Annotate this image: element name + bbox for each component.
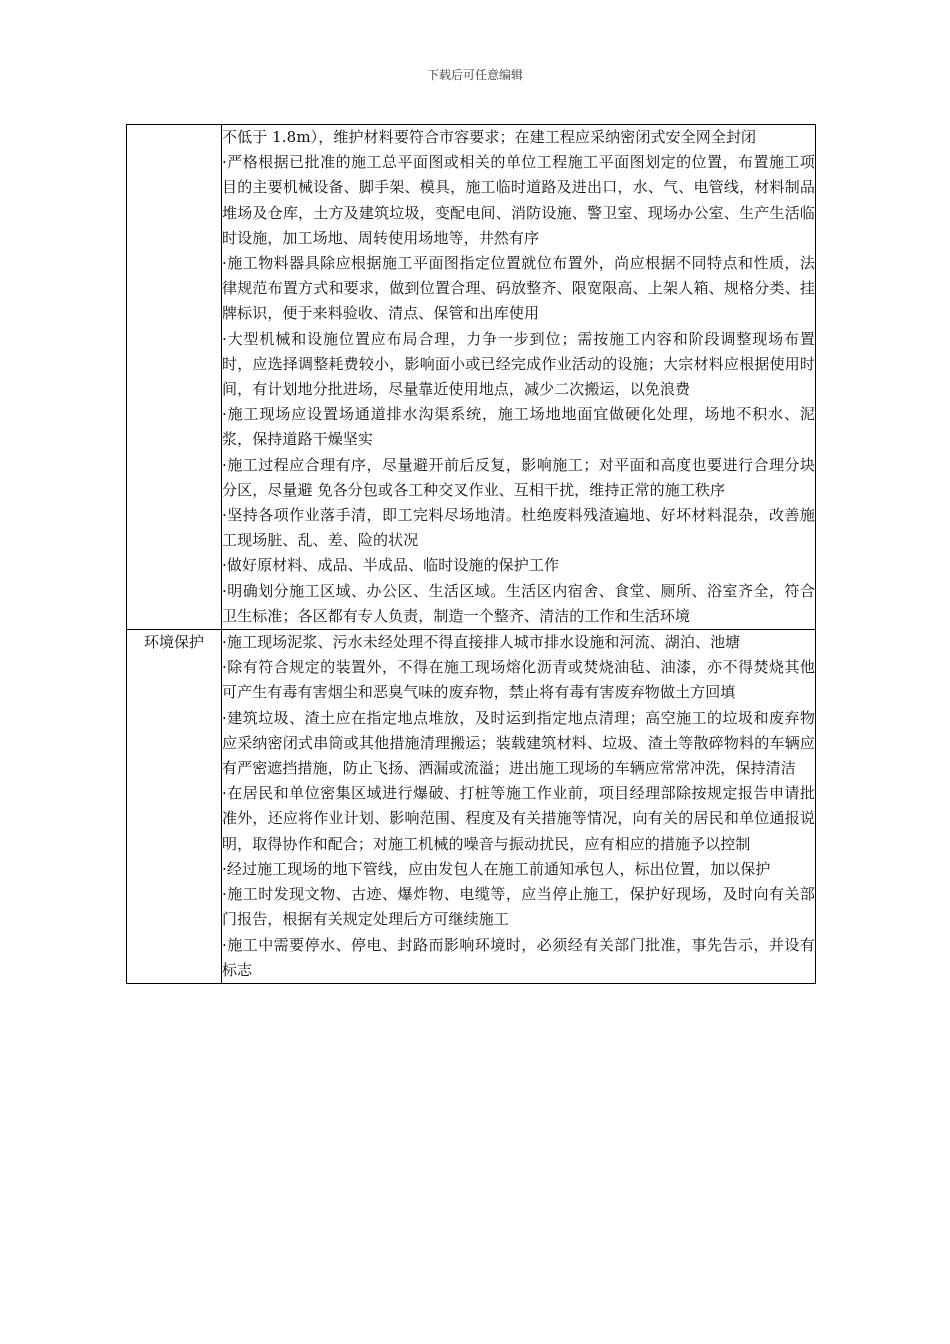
- list-item: ·施工过程应合理有序，尽量避开前后反复，影响施工；对平面和高度也要进行合理分块分区，尽量避 免各分包或各工种交叉作业、互相干扰，维持正常的施工秩序: [222, 455, 815, 499]
- list-item: ·在居民和单位密集区域进行爆破、打桩等施工作业前，项目经理部除按规定报告申请批准外，还应将作业计划、影响范围、程度及有关措施等情况，向有关的居民和单位通报说明，取得协作和配合；对施工机械的噪音与振动扰民，应有相应的措施予以控制: [222, 784, 815, 853]
- list-item: ·施工物料器具除应根据施工平面图指定位置就位布置外，尚应根据不同特点和性质，法律规范布置方式和要求，做到位置合理、码放整齐、限宽限高、上架人箱、规格分类、挂牌标识，便于来料验收、清点、保管和出库使用: [222, 254, 815, 323]
- list-item: ·建筑垃圾、渣土应在指定地点堆放，及时运到指定地点清理；高空施工的垃圾和废弃物应采纳密闭式串筒或其他措施清理搬运；装载建筑材料、垃圾、渣土等散碎物料的车辆应有严密遮挡措施，防止飞扬、洒漏或流溢；进出施工现场的车辆应常常冲洗，保持清洁: [222, 708, 815, 778]
- list-item: 不低于 1.8m），维护材料要符合市容要求；在建工程应采纳密闭式安全网全封闭: [222, 128, 757, 146]
- page-header: 下载后可任意编辑: [426, 68, 523, 82]
- list-item: ·大型机械和设施位置应布局合理，力争一步到位；需按施工内容和阶段调整现场布置时，应选择调整耗费较小，影响面小或已经完成作业活动的设施；大宗材料应根据使用时间，有计划地分批进场，尽量靠近使用地点，减少二次搬运，以免浪费: [222, 329, 815, 399]
- list-item: ·坚持各项作业落手清，即工完料尽场地清。杜绝废料残渣遍地、好坏材料混杂，改善施工现场脏、乱、差、险的状况: [222, 506, 815, 550]
- list-item: ·施工时发现文物、古迹、爆炸物、电缆等，应当停止施工，保护好现场，及时向有关部门报告，根据有关规定处理后方可继续施工: [222, 885, 815, 929]
- table-row: [127, 125, 816, 630]
- content-table: [126, 124, 816, 984]
- list-item: ·施工中需要停水、停电、封路而影响环境时，必须经有关部门批准，事先告示，并设有标志: [222, 935, 815, 979]
- list-item: ·施工现场泥浆、污水未经处理不得直接排人城市排水设施和河流、湖泊、池塘: [222, 633, 741, 652]
- row-label-environment: 环境保护: [127, 630, 222, 984]
- list-item: ·明确划分施工区域、办公区、生活区域。生活区内宿舍、食堂、厕所、浴室齐全，符合卫生标准；各区都有专人负责，制造一个整齐、清洁的工作和生活环境: [222, 581, 815, 625]
- list-item: ·严格根据已批准的施工总平面图或相关的单位工程施工平面图划定的位置，布置施工项目的主要机械设备、脚手架、模具，施工临时道路及进出口，水、气、电管线，材料制品堆场及仓库，土方及建筑垃圾，变配电间、消防设施、警卫室、现场办公室、生产生活临时设施，加工场地、周转使用场地等，井然有序: [222, 153, 815, 247]
- row-label: [127, 125, 222, 630]
- row-content: [222, 125, 816, 630]
- table-row: [127, 630, 816, 984]
- row-content: [222, 630, 816, 984]
- list-item: ·做好原材料、成品、半成品、临时设施的保护工作: [222, 556, 560, 575]
- list-item: ·经过施工现场的地下管线，应由发包人在施工前通知承包人，标出位置，加以保护: [222, 859, 771, 878]
- list-item: ·除有符合规定的装置外，不得在施工现场熔化沥青或焚烧油毡、油漆，亦不得焚烧其他可产生有毒有害烟尘和恶臭气味的废弃物，禁止将有毒有害废弃物做土方回填: [222, 658, 815, 702]
- list-item: ·施工现场应设置场通道排水沟渠系统，施工场地地面宜做硬化处理，场地不积水、泥浆，保持道路干燥坚实: [222, 405, 815, 449]
